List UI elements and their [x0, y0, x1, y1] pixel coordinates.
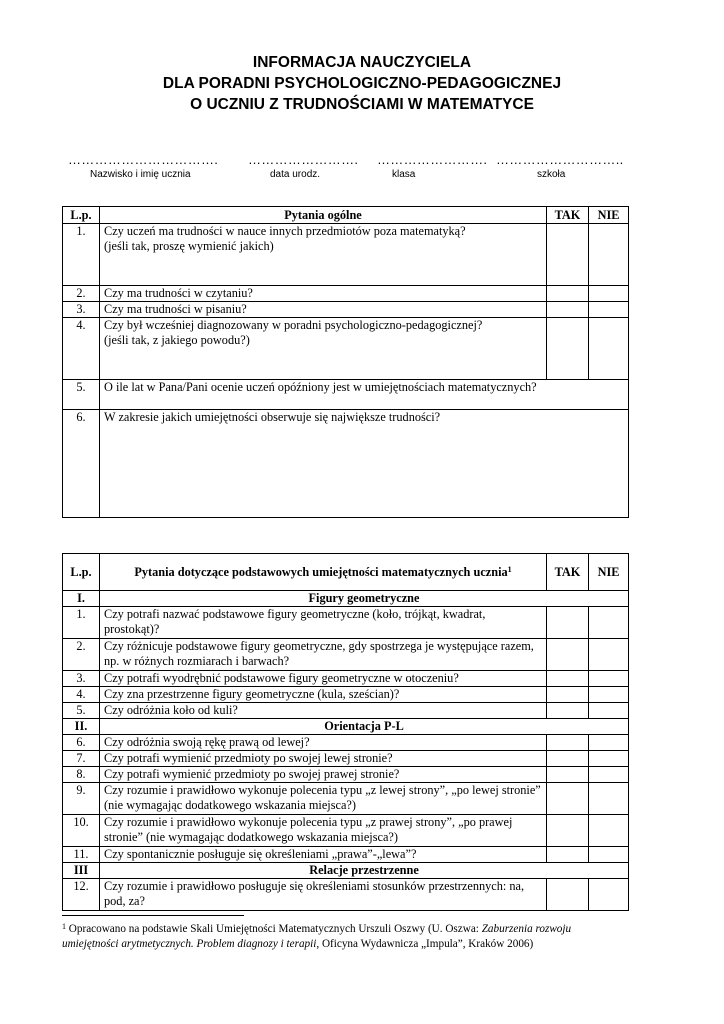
no-header: NIE: [589, 207, 629, 224]
no-answer-cell[interactable]: [589, 783, 629, 815]
question-text[interactable]: W zakresie jakich umiejętności obserwuje się największe trudności?: [100, 410, 629, 518]
question-text: Czy rozumie i prawidłowo posługuje się określeniami stosunków przestrzennych: na, pod, za?: [100, 879, 547, 911]
no-answer-cell[interactable]: [589, 815, 629, 847]
yes-answer-cell[interactable]: [547, 735, 589, 751]
table-row: [63, 751, 629, 767]
section-title: Orientacja P-L: [100, 719, 629, 735]
table-row: [63, 302, 629, 318]
yes-answer-cell[interactable]: [547, 302, 589, 318]
birthdate-field-label: data urodz.: [270, 169, 321, 180]
table-row: [63, 607, 629, 639]
footnote-ref: 1: [507, 564, 512, 574]
footnote-text-a: Opracowano na podstawie Skali Umiejętności Matematycznych Urszuli Oszwy (U. Oszwa:: [68, 923, 482, 935]
question-text: Czy uczeń ma trudności w nauce innych przedmiotów poza matematyką?: [104, 224, 466, 238]
row-number: 9.: [63, 783, 100, 815]
question-text: Czy rozumie i prawidłowo wykonuje polecenia typu „z prawej strony”, „po prawej stronie” (nie wymagając dodatkowego wskazania miejsca?): [100, 815, 547, 847]
question-text: Czy odróżnia koło od kuli?: [100, 703, 547, 719]
section-title: Figury geometryczne: [100, 591, 629, 607]
birthdate-field-dots[interactable]: …………………….: [248, 152, 359, 167]
row-number: 6.: [63, 410, 100, 518]
yes-header: TAK: [547, 207, 589, 224]
footnote-italic-title: Zaburzenia rozwoju umiejętności arytmetycznych. Problem diagnozy i terapii,: [62, 923, 572, 950]
yes-answer-cell[interactable]: [547, 879, 589, 911]
no-answer-cell[interactable]: [589, 879, 629, 911]
footnote: [62, 922, 628, 952]
table-row: [63, 318, 629, 380]
title-line-1: INFORMACJA NAUCZYCIELA: [252, 54, 472, 71]
question-text[interactable]: O ile lat w Pana/Pani ocenie uczeń opóźniony jest w umiejętnościach matematycznych?: [100, 380, 629, 410]
section-row: [63, 719, 629, 735]
row-number: 4.: [63, 687, 100, 703]
question-cell: [100, 318, 547, 380]
yes-answer-cell[interactable]: [547, 607, 589, 639]
table-row: [63, 687, 629, 703]
row-number: 5.: [63, 703, 100, 719]
question-text: Czy potrafi wymienić przedmioty po swojej prawej stronie?: [100, 767, 547, 783]
no-answer-cell[interactable]: [589, 302, 629, 318]
row-number: 6.: [63, 735, 100, 751]
no-answer-cell[interactable]: [589, 224, 629, 286]
no-answer-cell[interactable]: [589, 318, 629, 380]
table-row: [63, 410, 629, 518]
school-field-label: szkoła: [537, 169, 566, 180]
question-header: [100, 554, 547, 591]
footnote-divider: [62, 915, 244, 916]
yes-answer-cell[interactable]: [547, 286, 589, 302]
footnote-text-b: Oficyna Wydawnicza „Impula”, Kraków 2006): [319, 938, 534, 950]
row-number: 7.: [63, 751, 100, 767]
section-row: [63, 863, 629, 879]
table-row: [63, 735, 629, 751]
no-answer-cell[interactable]: [589, 671, 629, 687]
table-row: [63, 224, 629, 286]
name-field-label: Nazwisko i imię ucznia: [90, 169, 191, 180]
class-field-label: klasa: [392, 169, 416, 180]
question-text: Czy odróżnia swoją rękę prawą od lewej?: [100, 735, 547, 751]
section-numeral: II.: [63, 719, 100, 735]
row-number: 1.: [63, 224, 100, 286]
table-row: [63, 783, 629, 815]
row-number: 4.: [63, 318, 100, 380]
lp-header: L.p.: [63, 207, 100, 224]
no-answer-cell[interactable]: [589, 703, 629, 719]
class-field-dots[interactable]: …………………….: [377, 152, 488, 167]
question-text: Czy potrafi nazwać podstawowe figury geometryczne (koło, trójkąt, kwadrat, prostokąt)?: [100, 607, 547, 639]
no-header: NIE: [589, 554, 629, 591]
row-number: 11.: [63, 847, 100, 863]
question-header-text: Pytania dotyczące podstawowych umiejętności matematycznych ucznia: [134, 564, 508, 579]
no-answer-cell[interactable]: [589, 767, 629, 783]
no-answer-cell[interactable]: [589, 286, 629, 302]
yes-answer-cell[interactable]: [547, 639, 589, 671]
question-text: Czy był wcześniej diagnozowany w poradni psychologiczno-pedagogicznej?: [104, 318, 483, 332]
question-text: Czy rozumie i prawidłowo wykonuje polecenia typu „z lewej strony”, „po lewej stronie” (nie wymagając dodatkowego wskazania miejsca?): [100, 783, 547, 815]
yes-answer-cell[interactable]: [547, 767, 589, 783]
title-line-2: DLA PORADNI PSYCHOLOGICZNO-PEDAGOGICZNEJ: [162, 75, 562, 92]
section-numeral: III: [63, 863, 100, 879]
no-answer-cell[interactable]: [589, 751, 629, 767]
yes-header: TAK: [547, 554, 589, 591]
row-number: 3.: [63, 671, 100, 687]
section-row: [63, 591, 629, 607]
question-subtext: (jeśli tak, z jakiego powodu?): [104, 333, 250, 347]
table-row: [63, 380, 629, 410]
no-answer-cell[interactable]: [589, 735, 629, 751]
no-answer-cell[interactable]: [589, 687, 629, 703]
name-field-dots[interactable]: …………………………….: [68, 152, 219, 167]
row-number: 3.: [63, 302, 100, 318]
row-number: 5.: [63, 380, 100, 410]
yes-answer-cell[interactable]: [547, 318, 589, 380]
row-number: 8.: [63, 767, 100, 783]
row-number: 2.: [63, 639, 100, 671]
general-questions-table: [62, 206, 629, 518]
table-header-row: [63, 554, 629, 591]
row-number: 2.: [63, 286, 100, 302]
question-subtext: (jeśli tak, proszę wymienić jakich): [104, 239, 274, 253]
yes-answer-cell[interactable]: [547, 703, 589, 719]
math-skills-table: [62, 553, 629, 911]
yes-answer-cell[interactable]: [547, 847, 589, 863]
no-answer-cell[interactable]: [589, 847, 629, 863]
row-number: 1.: [63, 607, 100, 639]
table-row: [63, 286, 629, 302]
no-answer-cell[interactable]: [589, 639, 629, 671]
table-row: [63, 879, 629, 911]
yes-answer-cell[interactable]: [547, 224, 589, 286]
question-text: Czy ma trudności w pisaniu?: [100, 302, 547, 318]
section-title: Relacje przestrzenne: [100, 863, 629, 879]
row-number: 12.: [63, 879, 100, 911]
question-header: Pytania ogólne: [100, 207, 547, 224]
no-answer-cell[interactable]: [589, 607, 629, 639]
table-row: [63, 703, 629, 719]
section-numeral: I.: [63, 591, 100, 607]
lp-header: L.p.: [63, 554, 100, 591]
question-text: Czy spontanicznie posługuje się określeniami „prawa”-„lewa”?: [100, 847, 547, 863]
table-row: [63, 639, 629, 671]
question-text: Czy różnicuje podstawowe figury geometryczne, gdy spostrzega je występujące razem, np. w różnych rozmiarach i barwach?: [100, 639, 547, 671]
table-row: [63, 815, 629, 847]
question-text: Czy potrafi wymienić przedmioty po swojej lewej stronie?: [100, 751, 547, 767]
yes-answer-cell[interactable]: [547, 815, 589, 847]
yes-answer-cell[interactable]: [547, 671, 589, 687]
yes-answer-cell[interactable]: [547, 687, 589, 703]
question-text: Czy zna przestrzenne figury geometryczne (kula, sześcian)?: [100, 687, 547, 703]
question-text: Czy ma trudności w czytaniu?: [100, 286, 547, 302]
table-row: [63, 847, 629, 863]
title-line-3: O UCZNIU Z TRUDNOŚCIAMI W MATEMATYCE: [190, 96, 534, 113]
yes-answer-cell[interactable]: [547, 751, 589, 767]
question-text: Czy potrafi wyodrębnić podstawowe figury geometryczne w otoczeniu?: [100, 671, 547, 687]
table-header-row: [63, 207, 629, 224]
table-row: [63, 671, 629, 687]
school-field-dots[interactable]: ………………………..: [496, 152, 624, 167]
yes-answer-cell[interactable]: [547, 783, 589, 815]
question-cell: [100, 224, 547, 286]
footnote-number: 1: [62, 922, 66, 931]
row-number: 10.: [63, 815, 100, 847]
table-row: [63, 767, 629, 783]
